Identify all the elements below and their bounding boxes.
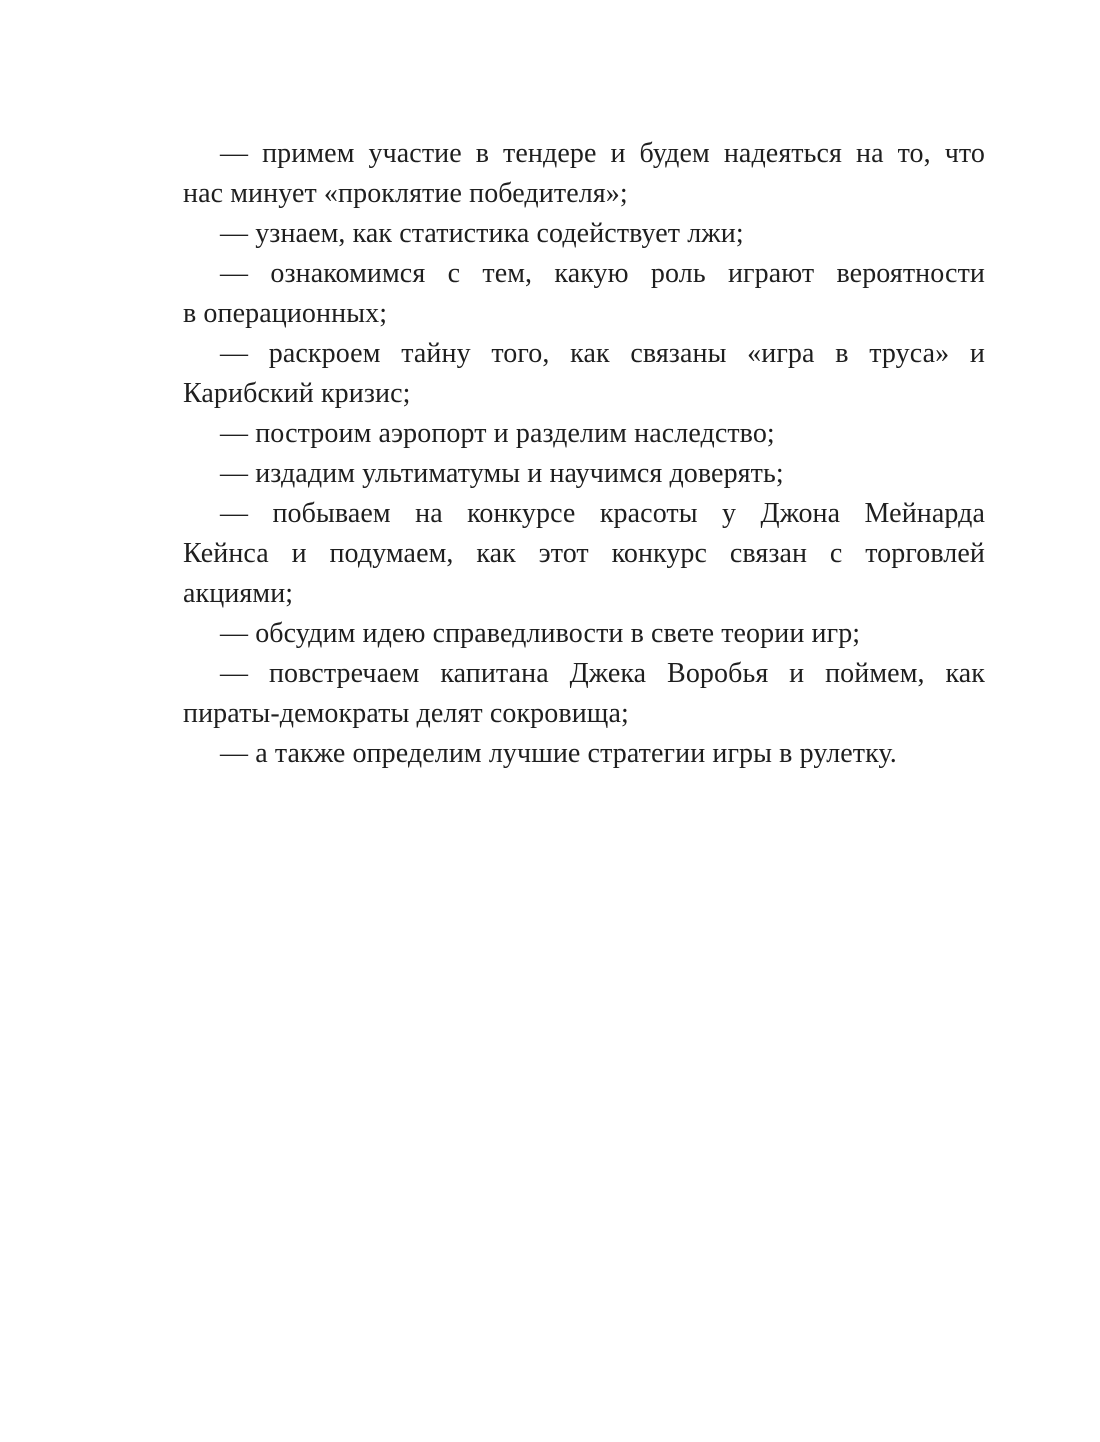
text-line: — раскроем тайну того, как связаны «игра в труса» и: [220, 338, 985, 369]
text-line: — издадим ультиматумы и научимся доверять;: [220, 458, 784, 489]
body-text: [183, 134, 985, 774]
list-item: [183, 734, 985, 774]
text-line: в операционных;: [183, 298, 388, 329]
text-line: — ознакомимся с тем, какую роль играют вероятности: [220, 258, 985, 289]
list-item: [183, 134, 985, 214]
text-line: Карибский кризис;: [183, 378, 411, 409]
text-line: — повстречаем капитана Джека Воробья и поймем, как: [220, 658, 985, 689]
list-item: [183, 494, 985, 614]
text-line: — обсудим идею справедливости в свете теории игр;: [220, 618, 861, 649]
text-line: — побываем на конкурсе красоты у Джона Мейнарда: [220, 498, 985, 529]
text-line: — построим аэропорт и разделим наследство;: [220, 418, 775, 449]
list-item: [183, 254, 985, 334]
text-line: — узнаем, как статистика содействует лжи;: [220, 218, 744, 249]
list-item: [183, 654, 985, 734]
list-item: [183, 334, 985, 414]
list-item: [183, 214, 985, 254]
list-item: [183, 614, 985, 654]
text-line: Кейнса и подумаем, как этот конкурс связан с торговлей: [183, 538, 985, 569]
list-item: [183, 414, 985, 454]
text-line: пираты-демократы делят сокровища;: [183, 698, 629, 729]
text-line: акциями;: [183, 578, 294, 609]
text-line: — а также определим лучшие стратегии игры в рулетку.: [220, 738, 897, 769]
text-line: нас минует «проклятие победителя»;: [183, 178, 628, 209]
text-line: — примем участие в тендере и будем надеяться на то, что: [220, 138, 985, 169]
list-item: [183, 454, 985, 494]
